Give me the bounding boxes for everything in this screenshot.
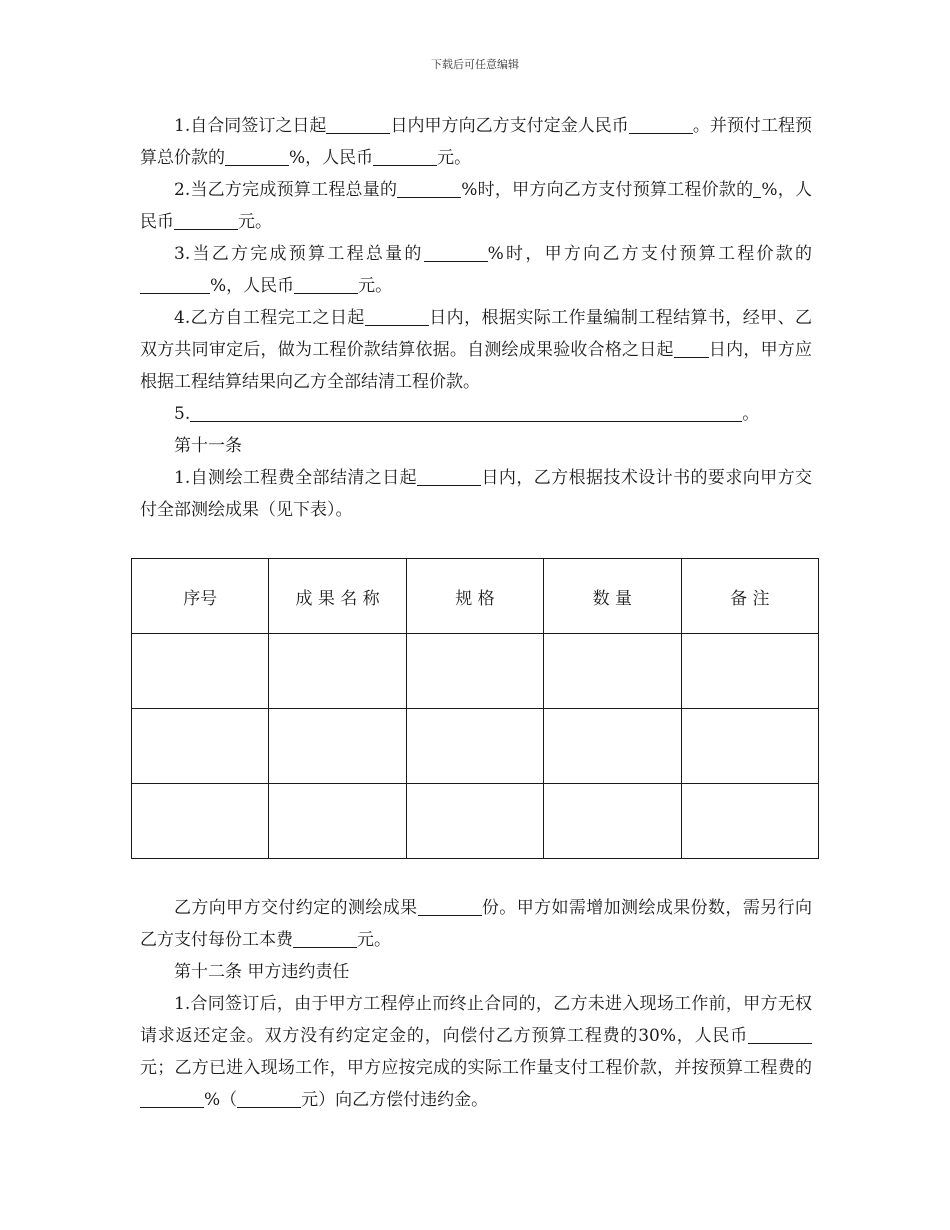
- blank-field[interactable]: [174, 211, 238, 230]
- clause-text: 日内，甲方应根据工程结算结果向乙方全部结清工程价款。: [140, 340, 813, 392]
- table-row: [132, 784, 819, 859]
- blank-field[interactable]: [397, 179, 461, 198]
- clause-text: 元。: [437, 148, 472, 168]
- clause-text: 1.合同签订后，由于甲方工程停止而终止合同的，乙方未进入现场工作前，甲方无权请求返还定金。双方没有约定定金的，向偿付乙方预算工程费的30%，人民币: [140, 994, 812, 1046]
- blank-field[interactable]: [373, 147, 437, 166]
- blank-field[interactable]: [417, 467, 481, 486]
- page-header: 下载后可任意编辑: [431, 58, 519, 71]
- delivery-clause: [140, 892, 812, 956]
- clause-text: 4.乙方自工程完工之日起: [174, 308, 365, 328]
- table-cell[interactable]: [269, 784, 406, 859]
- table-cell[interactable]: [269, 634, 406, 709]
- table-cell[interactable]: [544, 784, 681, 859]
- clause-text: 元。: [238, 212, 272, 232]
- clause-text: 1.自测绘工程费全部结清之日起: [174, 468, 418, 488]
- table-cell[interactable]: [406, 709, 543, 784]
- table-cell[interactable]: [681, 784, 818, 859]
- table-cell[interactable]: [269, 709, 406, 784]
- clause-text: 日内，乙方根据技术设计书的要求向甲方交付全部测绘成果（见下表）。: [140, 468, 812, 520]
- col-header-result-name: 成 果 名 称: [269, 559, 406, 634]
- clause-text: 元。: [357, 930, 391, 950]
- table-row: [132, 709, 819, 784]
- blank-field[interactable]: [424, 243, 488, 262]
- article-12-title: 第十二条 甲方违约责任: [174, 962, 350, 982]
- clause-text: %时，甲方向乙方支付预算工程价款的: [461, 180, 754, 200]
- clause-text: %，人民币: [140, 180, 812, 232]
- col-header-spec: 规 格: [406, 559, 543, 634]
- blank-field[interactable]: [140, 275, 210, 294]
- clause-text: 元。: [358, 276, 393, 296]
- clause-text: 2.当乙方完成预算工程总量的: [174, 180, 398, 200]
- table-header-row: [132, 559, 819, 634]
- clause-text: 份。甲方如需增加测绘成果份数，需另行向乙方支付每份工本费: [140, 898, 812, 950]
- clause-10-1: [140, 110, 812, 174]
- table-row: [132, 634, 819, 709]
- clause-text: 元；乙方已进入现场工作，甲方应按完成的实际工作量支付工程价款，并按预算工程费的: [140, 1058, 812, 1078]
- blank-field[interactable]: [326, 115, 390, 134]
- clause-11-1: [140, 462, 812, 526]
- clause-10-3: [140, 238, 812, 302]
- blank-field[interactable]: [418, 897, 482, 916]
- clause-text: %时，甲方向乙方支付预算工程价款的: [487, 244, 812, 264]
- table-cell[interactable]: [132, 634, 269, 709]
- clause-text: 5.: [174, 404, 191, 424]
- blank-field[interactable]: [190, 403, 742, 422]
- blank-field[interactable]: [294, 275, 358, 294]
- clause-text: 。: [742, 404, 760, 424]
- table-cell[interactable]: [132, 709, 269, 784]
- blank-field[interactable]: [629, 115, 693, 134]
- deliverables-table: [131, 558, 819, 859]
- clause-text: 日内甲方向乙方支付定金人民币: [390, 116, 629, 136]
- blank-field[interactable]: [674, 339, 709, 358]
- blank-field[interactable]: [293, 929, 357, 948]
- table-cell[interactable]: [406, 784, 543, 859]
- clause-text: 3.当乙方完成预算工程总量的: [174, 244, 424, 264]
- blank-field[interactable]: [237, 1089, 301, 1108]
- table-cell[interactable]: [406, 634, 543, 709]
- clause-12-1: [140, 988, 812, 1116]
- contract-body-bottom: [140, 892, 812, 1116]
- clause-text: 。并预付工程预算总价款的: [140, 116, 813, 168]
- clause-text: 日内，根据实际工作量编制工程结算书，经甲、乙双方共同审定后，做为工程价款结算依据。自测绘成果验收合格之日起: [140, 308, 812, 360]
- blank-field[interactable]: [748, 1025, 812, 1044]
- table-cell[interactable]: [132, 784, 269, 859]
- col-header-quantity: 数 量: [544, 559, 681, 634]
- col-header-remarks: 备 注: [681, 559, 818, 634]
- clause-text: %，人民币: [289, 148, 374, 168]
- contract-body-top: [140, 110, 812, 526]
- clause-text: 元）向乙方偿付违约金。: [301, 1090, 489, 1110]
- clause-text: %，人民币: [210, 276, 295, 296]
- table-cell[interactable]: [544, 634, 681, 709]
- clause-text: 乙方向甲方交付约定的测绘成果: [174, 898, 418, 918]
- table-cell[interactable]: [681, 709, 818, 784]
- clause-10-2: [140, 174, 812, 238]
- blank-field[interactable]: [365, 307, 429, 326]
- table-cell[interactable]: [681, 634, 818, 709]
- col-header-serial: 序号: [132, 559, 269, 634]
- article-11-title: 第十一条: [174, 436, 242, 456]
- clause-text: 1.自合同签订之日起: [174, 116, 327, 136]
- clause-10-4: [140, 302, 812, 398]
- blank-field[interactable]: [140, 1089, 204, 1108]
- clause-10-5: [140, 398, 812, 430]
- clause-text: %（: [204, 1090, 238, 1110]
- table-cell[interactable]: [544, 709, 681, 784]
- blank-field[interactable]: [225, 147, 289, 166]
